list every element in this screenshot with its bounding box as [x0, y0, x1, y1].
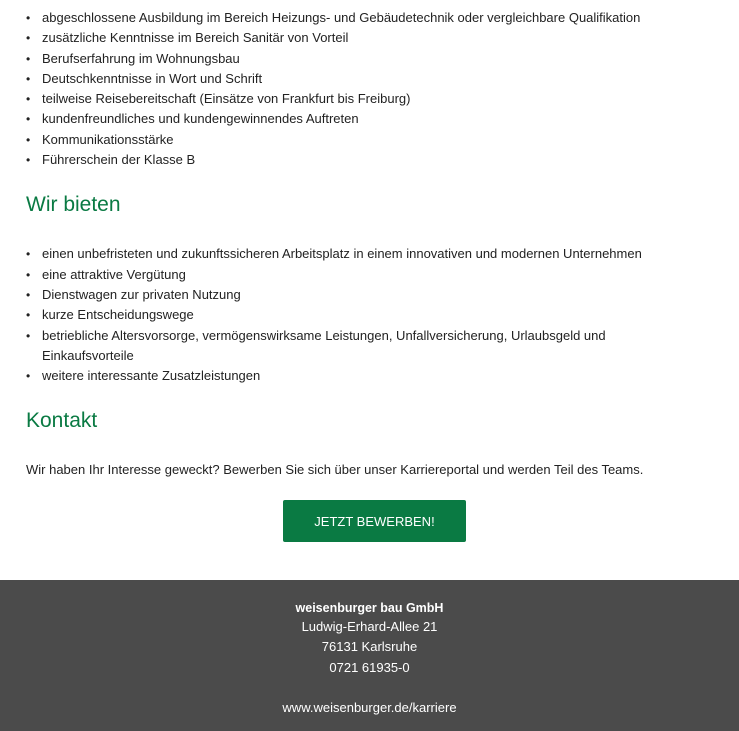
bullet-icon: •	[26, 11, 31, 25]
list-item: • kurze Entscheidungswege	[26, 305, 713, 325]
footer-phone[interactable]: 0721 61935-0	[329, 659, 410, 675]
bullet-icon: •	[26, 112, 31, 127]
offer-list	[26, 244, 713, 386]
list-item: • zusätzliche Kenntnisse im Bereich Sanitär von Vorteil	[26, 28, 713, 48]
list-item: • weitere interessante Zusatzleistungen	[26, 366, 713, 386]
list-item: • abgeschlossene Ausbildung im Bereich Heizungs- und Gebäudetechnik oder vergleichbare Qualifikation	[26, 8, 713, 28]
bullet-icon: •	[26, 328, 31, 343]
footer-city: 76131 Karlsruhe	[321, 639, 418, 655]
list-item: • Deutschkenntnisse in Wort und Schrift	[26, 69, 713, 89]
contact-text: Wir haben Ihr Interesse geweckt? Bewerben Sie sich über unser Karriereportal und werden Teil des Teams.	[26, 462, 644, 478]
bullet-icon: •	[26, 267, 31, 282]
apply-button[interactable]: JETZT BEWERBEN!	[283, 500, 466, 542]
footer-street: Ludwig-Erhard-Allee 21	[301, 619, 438, 634]
list-item: • einen unbefristeten und zukunftssicheren Arbeitsplatz in einem innovativen und modernen Unternehmen	[26, 244, 713, 264]
contact-heading: Kontakt	[26, 409, 98, 433]
list-item: • kundenfreundliches und kundengewinnendes Auftreten	[26, 109, 713, 129]
bullet-icon: •	[26, 132, 31, 147]
list-item: • Berufserfahrung im Wohnungsbau	[26, 49, 713, 69]
footer-website-link[interactable]: www.weisenburger.de/karriere	[282, 699, 457, 715]
list-item: • Dienstwagen zur privaten Nutzung	[26, 285, 713, 305]
bullet-icon: •	[26, 153, 31, 168]
bullet-icon: •	[26, 369, 31, 384]
list-item: • teilweise Reisebereitschaft (Einsätze von Frankfurt bis Freiburg)	[26, 89, 713, 109]
footer-company: weisenburger bau GmbH	[295, 601, 444, 615]
footer	[0, 580, 739, 731]
list-item: • Führerschein der Klasse B	[26, 150, 713, 170]
bullet-icon: •	[26, 71, 31, 86]
list-item: • Kommunikationsstärke	[26, 130, 713, 150]
requirements-list	[26, 0, 713, 170]
bullet-icon: •	[26, 31, 31, 46]
list-item: • eine attraktive Vergütung	[26, 265, 713, 285]
list-item: • betriebliche Altersvorsorge, vermögenswirksame Leistungen, Unfallversicherung, Urlaubsgeld und Einkaufsvorteile	[26, 327, 606, 363]
bullet-icon: •	[26, 287, 31, 302]
bullet-icon: •	[26, 247, 31, 262]
cta-container	[26, 500, 713, 542]
bullet-icon: •	[26, 308, 31, 323]
bullet-icon: •	[26, 51, 31, 66]
offer-heading: Wir bieten	[26, 193, 121, 217]
bullet-icon: •	[26, 92, 31, 107]
